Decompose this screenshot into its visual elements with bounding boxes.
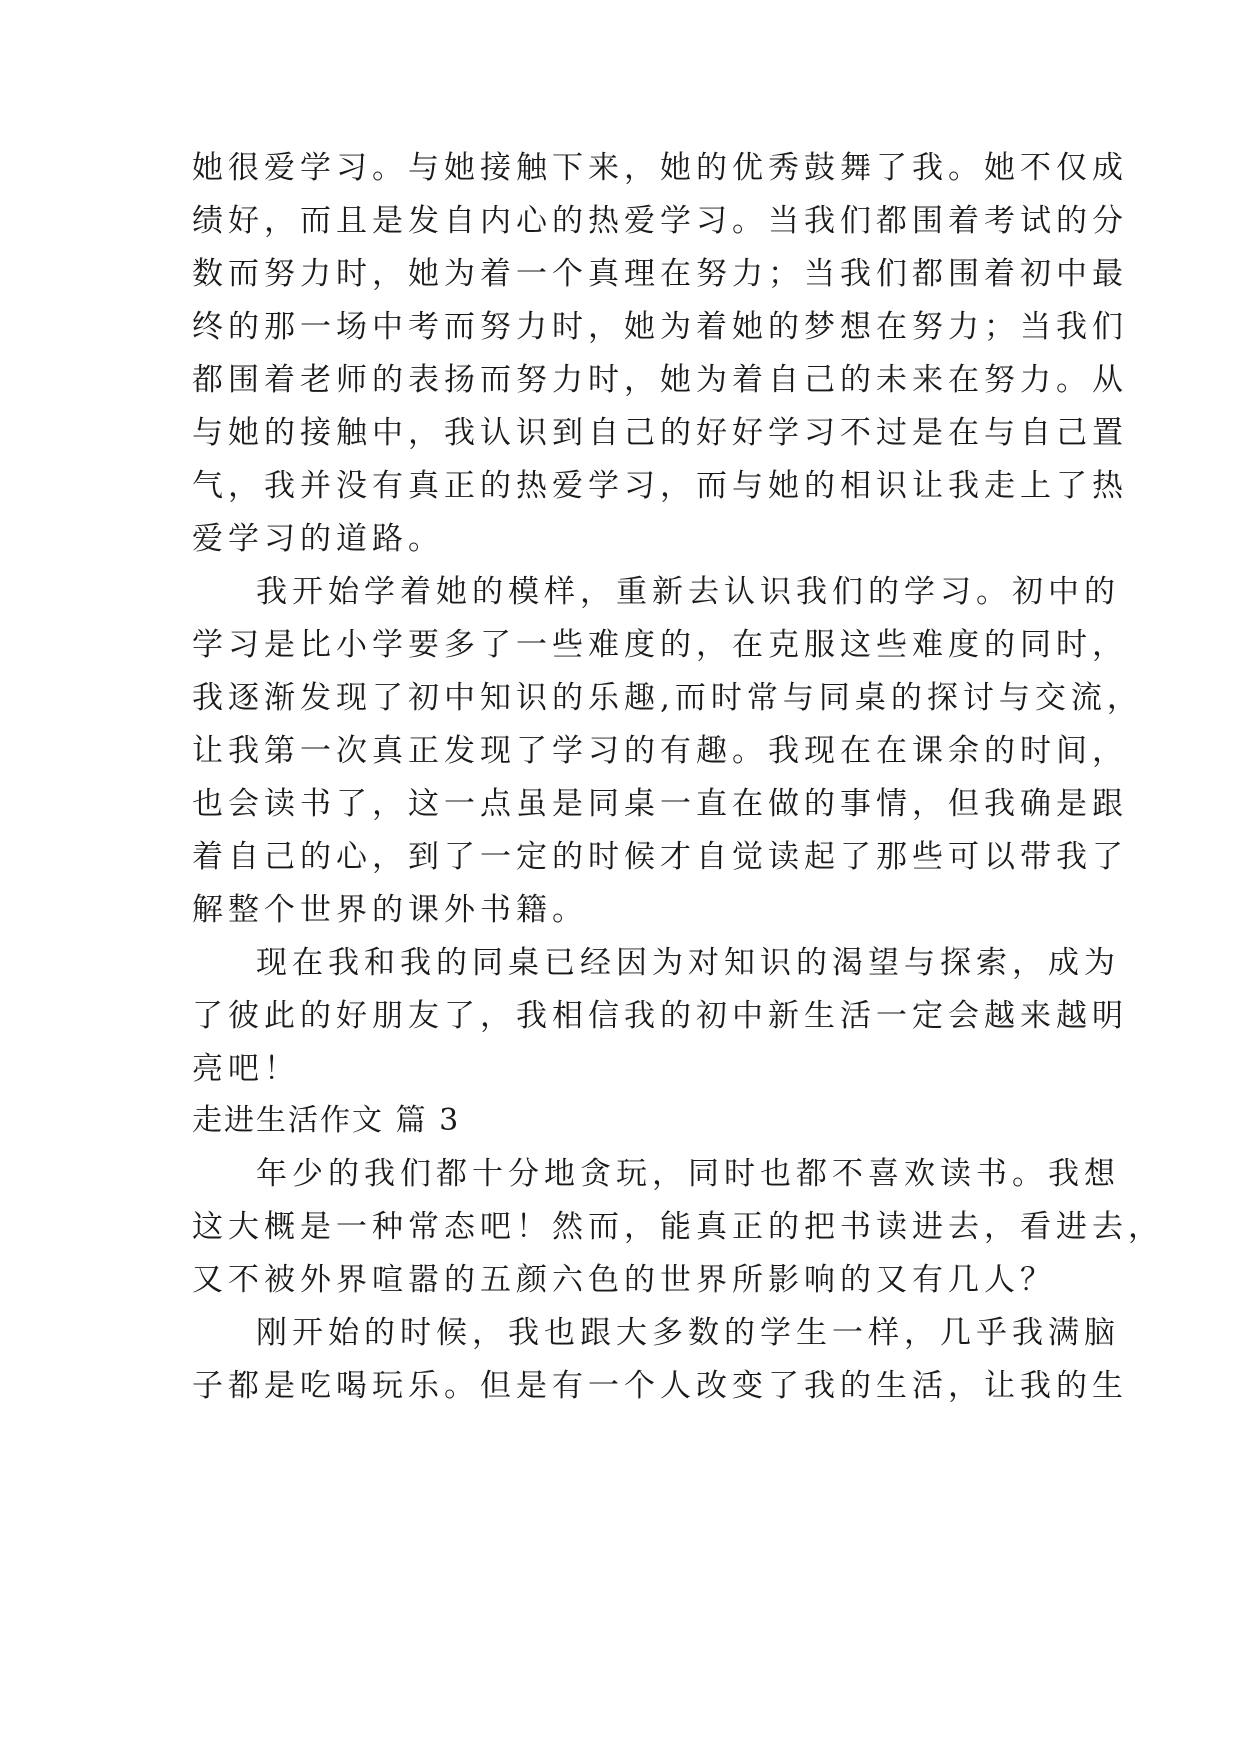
paragraph-1-line-8: 爱学习的道路。 — [192, 521, 444, 557]
paragraph-2-line-3: 我逐渐发现了初中知识的乐趣,而时常与同桌的探讨与交流， — [192, 680, 1143, 716]
paragraph-1-line-2: 绩好，而且是发自内心的热爱学习。当我们都围着考试的分 — [192, 203, 1128, 239]
paragraph-2-line-7: 解整个世界的课外书籍。 — [192, 892, 588, 928]
paragraph-3-line-2: 了彼此的好朋友了，我相信我的初中新生活一定会越来越明 — [192, 998, 1128, 1034]
paragraph-1-line-4: 终的那一场中考而努力时，她为着她的梦想在努力；当我们 — [192, 309, 1128, 345]
paragraph-2-line-1: 我开始学着她的模样，重新去认识我们的学习。初中的 — [256, 574, 1120, 610]
paragraph-1-line-6: 与她的接触中，我认识到自己的好好学习不过是在与自己置 — [192, 415, 1128, 451]
paragraph-1-line-3: 数而努力时，她为着一个真理在努力；当我们都围着初中最 — [192, 256, 1128, 292]
section-title: 走进生活作文 篇 3 — [192, 1103, 461, 1138]
paragraph-4-line-3: 又不被外界喧嚣的五颜六色的世界所影响的又有几人？ — [192, 1262, 1056, 1298]
paragraph-2-line-5: 也会读书了，这一点虽是同桌一直在做的事情，但我确是跟 — [192, 786, 1128, 822]
paragraph-2-line-6: 着自己的心，到了一定的时候才自觉读起了那些可以带我了 — [192, 839, 1128, 875]
paragraph-2-line-4: 让我第一次真正发现了学习的有趣。我现在在课余的时间， — [192, 733, 1128, 769]
paragraph-1-line-5: 都围着老师的表扬而努力时，她为着自己的未来在努力。从 — [192, 362, 1128, 398]
paragraph-4-line-1: 年少的我们都十分地贪玩，同时也都不喜欢读书。我想 — [256, 1156, 1120, 1192]
paragraph-3-line-1: 现在我和我的同桌已经因为对知识的渴望与探索，成为 — [256, 945, 1120, 981]
paragraph-5-line-2: 子都是吃喝玩乐。但是有一个人改变了我的生活，让我的生 — [192, 1368, 1128, 1404]
paragraph-2-line-2: 学习是比小学要多了一些难度的，在克服这些难度的同时， — [192, 627, 1128, 663]
paragraph-1-line-7: 气，我并没有真正的热爱学习，而与她的相识让我走上了热 — [192, 468, 1128, 504]
paragraph-1-line-1: 她很爱学习。与她接触下来，她的优秀鼓舞了我。她不仅成 — [192, 150, 1128, 186]
paragraph-3-line-3: 亮吧！ — [192, 1051, 300, 1087]
paragraph-4-line-2: 这大概是一种常态吧！然而，能真正的把书读进去，看进去， — [192, 1209, 1164, 1245]
paragraph-5-line-1: 刚开始的时候，我也跟大多数的学生一样，几乎我满脑 — [256, 1315, 1120, 1351]
